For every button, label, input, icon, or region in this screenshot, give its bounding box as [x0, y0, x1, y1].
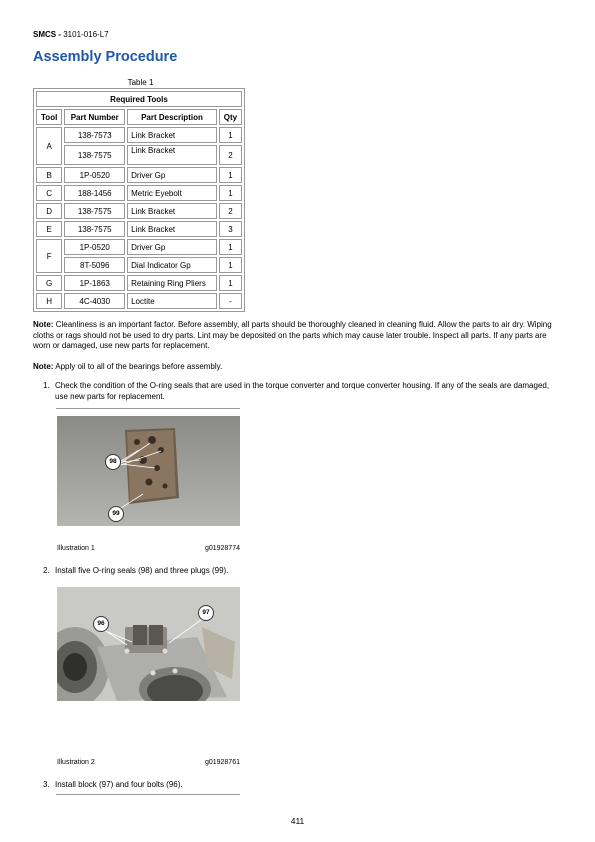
step-number: 3. — [43, 780, 50, 789]
oil-note — [33, 362, 563, 373]
cleanliness-note — [33, 320, 563, 352]
column-header-part-description: Part Description — [127, 109, 217, 125]
qty-cell: 3 — [219, 221, 242, 237]
table-caption: Table 1 — [127, 78, 154, 87]
illustration-label: Illustration 2 — [57, 759, 95, 766]
tool-cell: F — [36, 239, 62, 273]
callout-98: 98 — [105, 454, 121, 470]
qty-cell: 1 — [219, 275, 242, 291]
table-row — [36, 203, 242, 219]
part-description-cell: Link Bracket — [127, 221, 217, 237]
table-row — [36, 167, 242, 183]
illustration-id: g01928774 — [204, 545, 240, 552]
tool-cell: G — [36, 275, 62, 291]
qty-cell: - — [219, 293, 242, 309]
part-number-cell: 1P-0520 — [64, 239, 125, 255]
step-text: Install block (97) and four bolts (96). — [55, 780, 183, 789]
table-row — [36, 293, 242, 309]
smcs-code: 3101-016-L7 — [63, 30, 109, 39]
callout-99: 99 — [108, 506, 124, 522]
step-text: Check the condition of the O-ring seals that are used in the torque converter and torque converter housing. If any of the seals are damaged, use new parts for replacement. — [55, 381, 550, 401]
column-header-qty: Qty — [219, 109, 242, 125]
illustration-1-caption — [57, 545, 240, 552]
illustration-2-caption — [57, 759, 240, 766]
qty-cell: 1 — [219, 167, 242, 183]
table-row — [36, 239, 242, 255]
tool-cell: D — [36, 203, 62, 219]
part-number-cell: 8T-5096 — [64, 257, 125, 273]
qty-cell: 1 — [219, 185, 242, 201]
part-description-cell: Link Bracket — [127, 203, 217, 219]
note-label: Note: — [33, 320, 54, 329]
table-row — [36, 127, 242, 143]
part-description-cell: Dial Indicator Gp — [127, 257, 217, 273]
part-number-cell: 138-7573 — [64, 127, 125, 143]
note-text: Apply oil to all of the bearings before assembly. — [55, 362, 223, 371]
page-title: Assembly Procedure — [33, 49, 178, 65]
divider — [56, 408, 240, 409]
qty-cell: 1 — [219, 239, 242, 255]
tool-cell: C — [36, 185, 62, 201]
smcs-line — [33, 30, 109, 39]
illustration-2-photo — [57, 587, 240, 701]
table-row — [36, 275, 242, 291]
tool-cell: E — [36, 221, 62, 237]
illustration-id: g01928761 — [204, 759, 240, 766]
callout-97: 97 — [198, 605, 214, 621]
illustration-1-photo — [57, 416, 240, 526]
table-row — [36, 145, 242, 165]
tool-cell: A — [36, 127, 62, 165]
table-row — [36, 221, 242, 237]
part-description-cell: Loctite — [127, 293, 217, 309]
part-number-cell: 1P-0520 — [64, 167, 125, 183]
page-number: 411 — [290, 816, 305, 826]
valve-block-image — [57, 416, 240, 526]
qty-cell: 1 — [219, 257, 242, 273]
note-label: Note: — [33, 362, 54, 371]
column-header-tool: Tool — [36, 109, 62, 125]
qty-cell: 2 — [219, 145, 242, 165]
tool-cell: H — [36, 293, 62, 309]
part-number-cell: 138-7575 — [64, 221, 125, 237]
column-header-part-number: Part Number — [64, 109, 125, 125]
step-text: Install five O-ring seals (98) and three plugs (99). — [55, 566, 229, 575]
part-description-cell: Link Bracket — [127, 127, 217, 143]
part-description-cell: Metric Eyebolt — [127, 185, 217, 201]
tool-cell: B — [36, 167, 62, 183]
callout-96: 96 — [93, 616, 109, 632]
housing-block-image — [57, 587, 240, 701]
smcs-label: SMCS - — [33, 30, 61, 39]
part-number-cell: 188-1456 — [64, 185, 125, 201]
part-description-cell: Driver Gp — [127, 239, 217, 255]
part-number-cell: 138-7575 — [64, 145, 125, 165]
table-row — [36, 185, 242, 201]
illustration-label: Illustration 1 — [57, 545, 95, 552]
part-description-cell: Retaining Ring Pliers — [127, 275, 217, 291]
required-tools-table — [33, 88, 245, 312]
step-number: 1. — [43, 381, 50, 390]
table-row — [36, 257, 242, 273]
divider — [56, 794, 240, 795]
step-number: 2. — [43, 566, 50, 575]
part-description-cell: Link Bracket — [127, 145, 217, 165]
part-number-cell: 4C-4030 — [64, 293, 125, 309]
part-number-cell: 1P-1863 — [64, 275, 125, 291]
part-number-cell: 138-7575 — [64, 203, 125, 219]
qty-cell: 1 — [219, 127, 242, 143]
table-heading: Required Tools — [36, 91, 242, 107]
qty-cell: 2 — [219, 203, 242, 219]
part-description-cell: Driver Gp — [127, 167, 217, 183]
note-text: Cleanliness is an important factor. Before assembly, all parts should be thoroughly cleaned in cleaning fluid. Allow the parts to air dry. Wiping cloths or rags should not be used to dry parts. Lint may be deposited on the parts which may cause later trouble. Inspect all parts. If any parts are worn or damaged, use new parts for replacement. — [33, 320, 552, 350]
